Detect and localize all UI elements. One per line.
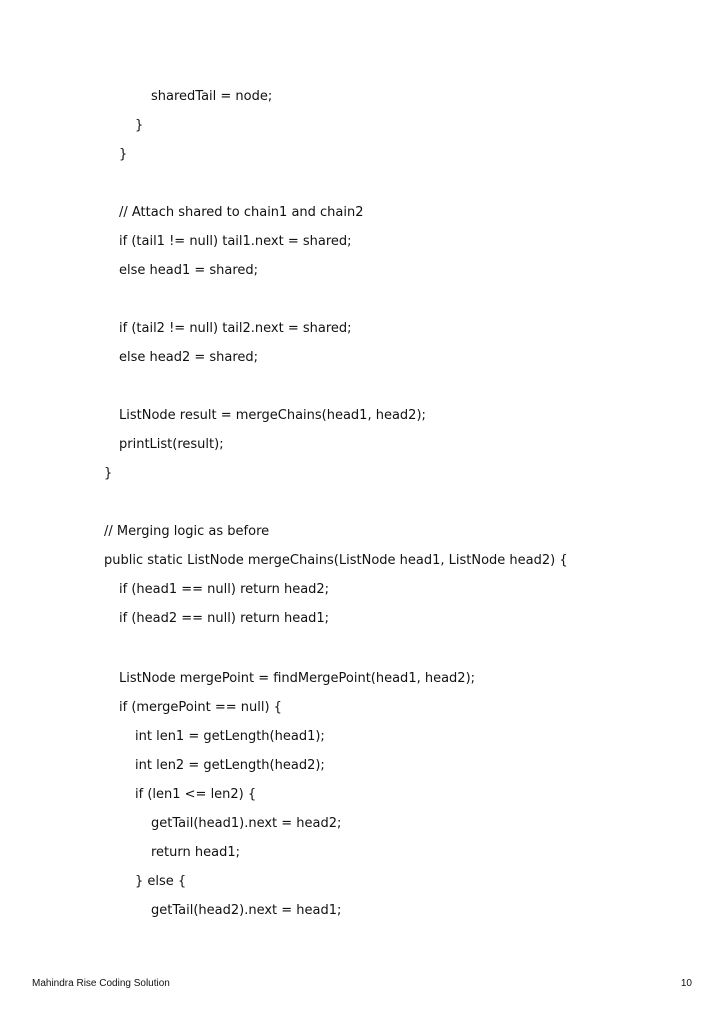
code-line: ListNode mergePoint = findMergePoint(head1, head2); — [119, 671, 476, 686]
code-line: int len1 = getLength(head1); — [135, 729, 325, 744]
code-line: } — [119, 147, 128, 162]
code-line: if (mergePoint == null) { — [119, 700, 282, 715]
code-line: public static ListNode mergeChains(ListNode head1, ListNode head2) { — [104, 553, 568, 568]
footer-title: Mahindra Rise Coding Solution — [32, 978, 170, 989]
code-line: ListNode result = mergeChains(head1, head2); — [119, 408, 426, 423]
code-line: if (tail1 != null) tail1.next = shared; — [119, 234, 352, 249]
code-line: } — [104, 466, 113, 481]
code-line: else head1 = shared; — [119, 263, 259, 278]
code-line: if (tail2 != null) tail2.next = shared; — [119, 321, 352, 336]
code-line: if (len1 <= len2) { — [135, 787, 257, 802]
code-line: getTail(head2).next = head1; — [151, 903, 342, 918]
code-line: else head2 = shared; — [119, 350, 259, 365]
code-line: getTail(head1).next = head2; — [151, 816, 342, 831]
code-line: } else { — [135, 874, 187, 889]
code-line: // Attach shared to chain1 and chain2 — [119, 205, 364, 220]
code-line: // Merging logic as before — [104, 524, 270, 539]
code-line: int len2 = getLength(head2); — [135, 758, 325, 773]
code-line: } — [135, 118, 144, 133]
code-line: sharedTail = node; — [151, 89, 273, 104]
code-line: printList(result); — [119, 437, 224, 452]
code-line: return head1; — [151, 845, 240, 860]
code-line: if (head2 == null) return head1; — [119, 611, 330, 626]
code-line: if (head1 == null) return head2; — [119, 582, 330, 597]
page-number: 10 — [680, 978, 692, 989]
